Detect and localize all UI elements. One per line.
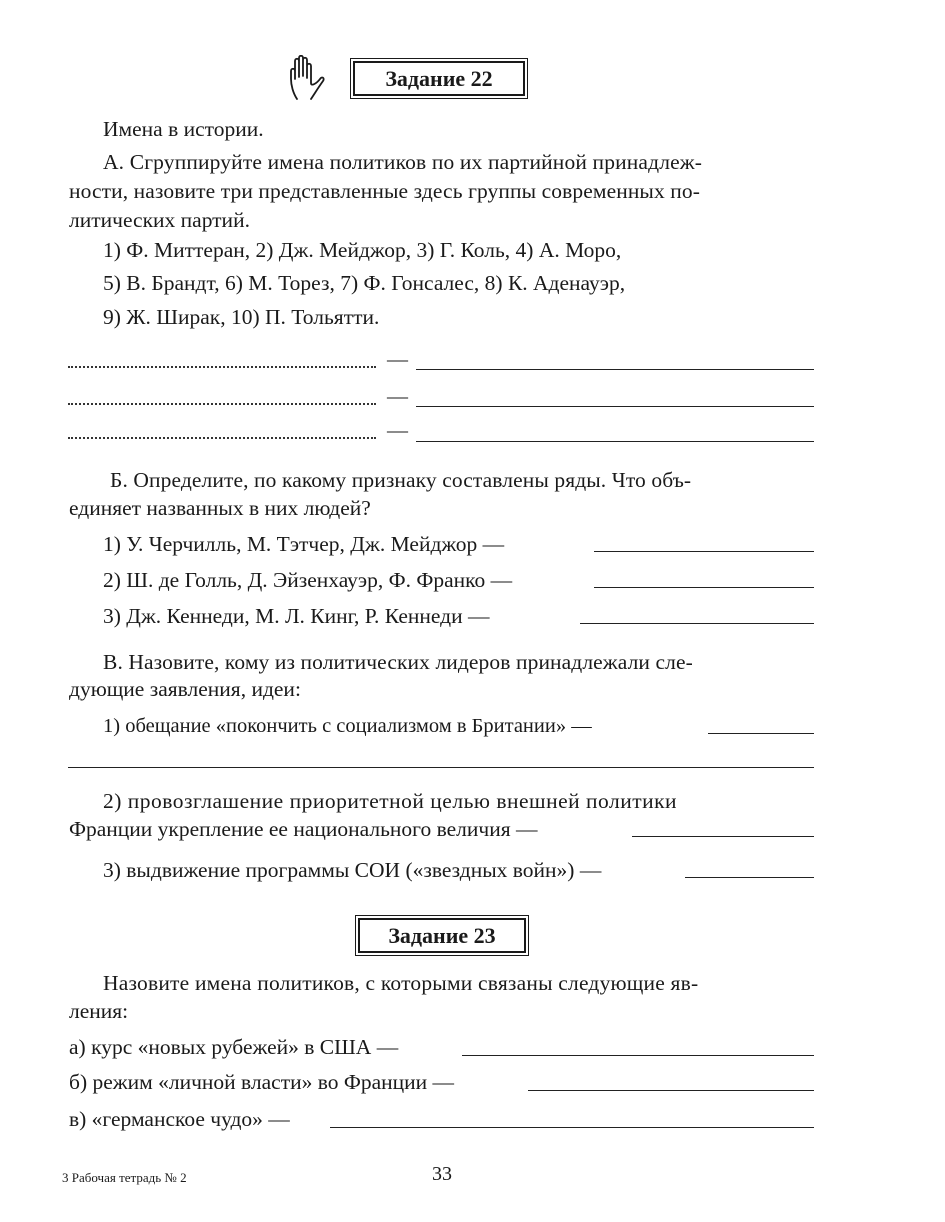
part-c-item2-line2: Франции укрепление ее национального величия —	[69, 817, 538, 841]
dash: —	[387, 418, 408, 442]
answer-dotted-field-3[interactable]	[68, 437, 376, 439]
answer-dotted-field-1[interactable]	[68, 366, 376, 368]
part-b-text-line2: единяет названных в них людей?	[69, 496, 371, 520]
task-23-item-b: б) режим «личной власти» во Франции —	[69, 1070, 455, 1094]
answer-line-23b[interactable]	[528, 1090, 814, 1091]
task-23-title: Задание 23	[358, 918, 526, 953]
answer-line-b2[interactable]	[594, 587, 814, 588]
part-c-text-line1: В. Назовите, кому из политических лидеров принадлежали сле-	[103, 650, 693, 674]
part-a-text-line3: литических партий.	[69, 208, 250, 232]
answer-line-c3[interactable]	[685, 877, 814, 878]
part-c-item2-line1: 2) провозглашение приоритетной целью внешней политики	[103, 789, 678, 813]
part-a-text-line1: А. Сгруппируйте имена политиков по их партийной принадлеж-	[103, 150, 703, 174]
answer-line-23a[interactable]	[462, 1055, 814, 1056]
task-23-text-line2: ления:	[69, 999, 129, 1023]
answer-line-1[interactable]	[416, 369, 814, 370]
raised-hand-icon	[287, 55, 327, 101]
answer-dotted-field-2[interactable]	[68, 403, 376, 405]
answer-line-c2[interactable]	[632, 836, 814, 837]
footer-workbook-label: 3 Рабочая тетрадь № 2	[62, 1170, 187, 1185]
task-22-title: Задание 22	[353, 61, 525, 96]
answer-line-b1[interactable]	[594, 551, 814, 552]
part-b-row2: 2) Ш. де Голль, Д. Эйзенхауэр, Ф. Франко —	[103, 568, 513, 592]
part-a-text-line2: ности, назовите три представленные здесь группы современных по-	[69, 179, 701, 203]
names-list-line3: 9) Ж. Ширак, 10) П. Тольятти.	[103, 305, 380, 329]
names-list-line1: 1) Ф. Миттеран, 2) Дж. Мейджор, 3) Г. Коль, 4) А. Моро,	[103, 238, 622, 262]
part-c-item3: 3) выдвижение программы СОИ («звездных войн») —	[103, 858, 602, 882]
page-number: 33	[432, 1163, 452, 1185]
answer-line-c1[interactable]	[708, 733, 814, 734]
dash: —	[387, 384, 408, 408]
names-list-line2: 5) В. Брандт, 6) М. Торез, 7) Ф. Гонсалес, 8) К. Аденауэр,	[103, 271, 626, 295]
part-c-item1: 1) обещание «покончить с социализмом в Британии» —	[103, 715, 592, 737]
part-b-text-line1: Б. Определите, по какому признаку составлены ряды. Что объ-	[110, 468, 692, 492]
part-b-row1: 1) У. Черчилль, М. Тэтчер, Дж. Мейджор —	[103, 532, 505, 556]
dash: —	[387, 347, 408, 371]
answer-line-c1-continued[interactable]	[68, 767, 814, 768]
task-22-intro: Имена в истории.	[103, 117, 264, 141]
answer-line-23c[interactable]	[330, 1127, 814, 1128]
task-23-item-a: а) курс «новых рубежей» в США —	[69, 1035, 399, 1059]
answer-line-3[interactable]	[416, 441, 814, 442]
answer-line-2[interactable]	[416, 406, 814, 407]
part-c-text-line2: дующие заявления, идеи:	[69, 677, 301, 701]
answer-line-b3[interactable]	[580, 623, 814, 624]
part-b-row3: 3) Дж. Кеннеди, М. Л. Кинг, Р. Кеннеди —	[103, 604, 490, 628]
task-23-item-c: в) «германское чудо» —	[69, 1107, 290, 1131]
task-23-text-line1: Назовите имена политиков, с которыми связаны следующие яв-	[103, 971, 699, 995]
